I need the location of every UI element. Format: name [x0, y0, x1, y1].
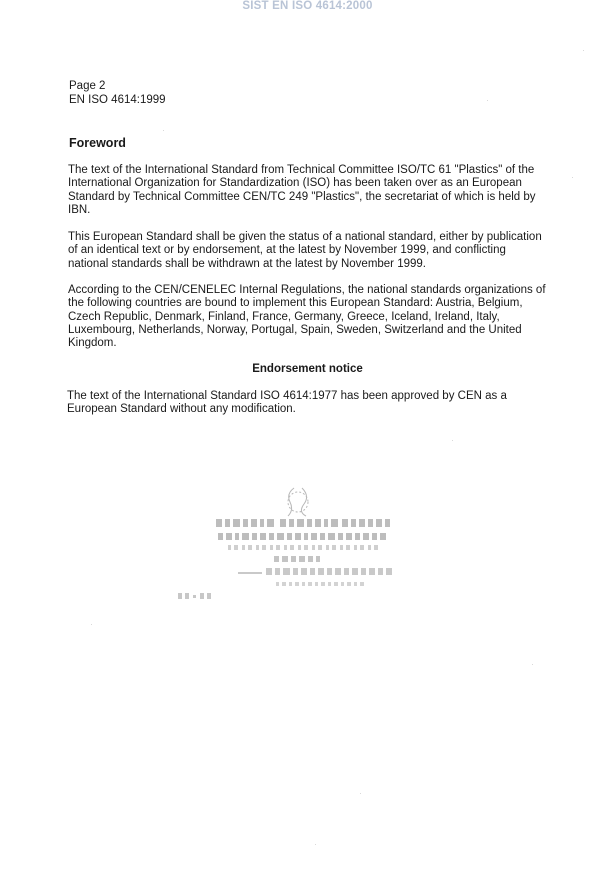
- standard-number: EN ISO 4614:1999: [69, 93, 166, 106]
- document-code-watermark: SIST EN ISO 4614:2000: [242, 0, 373, 12]
- scan-speck: [315, 844, 316, 845]
- endorsement-heading: Endorsement notice: [252, 363, 363, 375]
- foreword-paragraph-3: According to the CEN/CENELEC Internal Regulations, the national standards organizations of the following countries are bound to implement this European Standard: Austria, Belgium, Czech Republic, Denmark, Finland, France, Germany, Greece, Iceland, Ireland, Italy, Luxembourg, Netherlands, Norway, Portugal, Spain, Sweden, Switzerland and the United Kingdom.: [68, 284, 546, 350]
- foreword-paragraph-2: This European Standard shall be given the status of a national standard, either by publication of an identical text or by endorsement, at the latest by November 1999, and conflicting national standards shall be withdrawn at the latest by November 1999.: [68, 231, 542, 270]
- stamp-graphic: [176, 482, 406, 608]
- scan-speck: [583, 50, 584, 51]
- scan-speck: [572, 177, 573, 178]
- official-stamp: [176, 482, 406, 608]
- foreword-heading: Foreword: [69, 136, 126, 150]
- scan-speck: [487, 100, 488, 101]
- foreword-paragraph-1: The text of the International Standard from Technical Committee ISO/TC 61 "Plastics" of the International Organization for Standardization (ISO) has been taken over as an European Standard by Technical Committee CEN/TC 249 "Plastics", the secretariat of which is held by IBN.: [68, 164, 536, 216]
- page-reference: [69, 80, 166, 107]
- scan-speck: [163, 130, 164, 131]
- scan-speck: [452, 440, 453, 441]
- page-number: Page 2: [69, 80, 106, 92]
- endorsement-text: The text of the International Standard ISO 4614:1977 has been approved by CEN as a European Standard without any modification.: [67, 390, 507, 416]
- scan-speck: [91, 624, 92, 625]
- scan-speck: [532, 664, 533, 665]
- scan-speck: [360, 793, 361, 794]
